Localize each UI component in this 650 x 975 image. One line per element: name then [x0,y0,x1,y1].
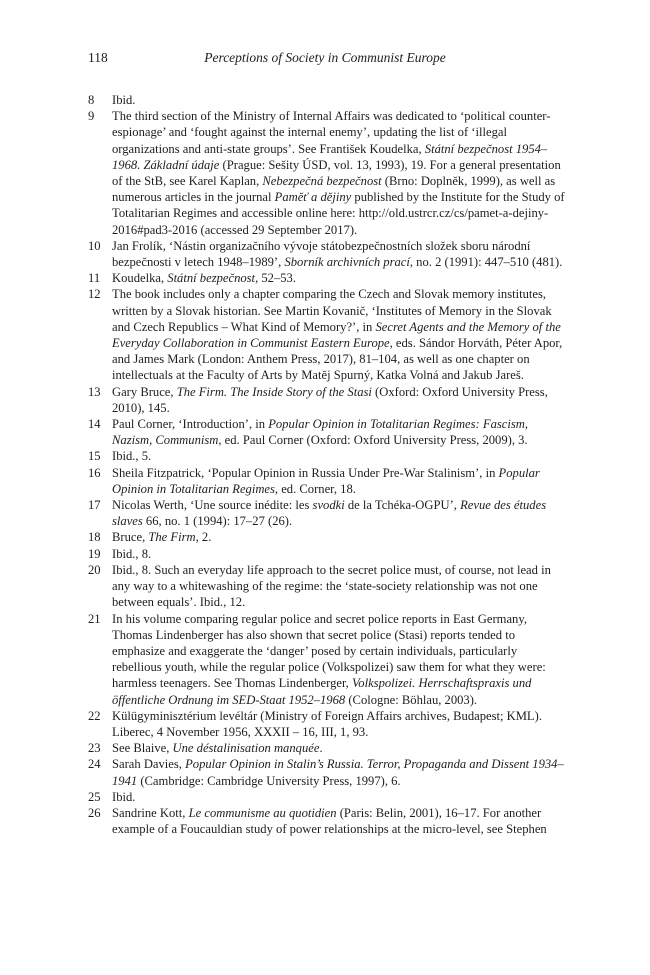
text-run: (Oxford: Oxford University Press, 2010), 145. [112,384,548,415]
text-run: The book includes only a chapter comparing the Czech and Slovak memory institutes, written by a Slovak historian. See Martin Kovanič, ‘Institutes of Memory in the Slovak and Czech Republics – What Kind of Memory?’, in [112,287,552,334]
footnote-text [112,757,564,787]
footnote-text [112,741,323,755]
footnote-15 [88,448,568,464]
italic-title: Státní bezpečnost 1954–1968. Základní údaje [112,141,548,172]
footnote-number: 20 [88,562,101,577]
footnote-13 [88,384,568,416]
footnote-21 [88,611,568,708]
italic-title: Nebezpečná bezpečnost [262,174,382,189]
footnote-text [112,449,151,463]
footnote-number: 23 [88,741,101,756]
footnote-number: 22 [88,708,101,723]
text-run: , ed. Paul Corner (Oxford: Oxford University Press, 2009), 3. [218,433,528,448]
footnote-text [112,790,135,804]
text-run: . [319,741,323,756]
italic-title: Státní bezpečnost [167,271,256,286]
footnote-12 [88,286,568,383]
text-run: Külügyminisztérium levéltár (Ministry of Foreign Affairs archives, Budapest; KML). Liberec, 4 November 1956, XXXII – 16, III, 1, 93. [112,708,542,739]
footnote-number: 19 [88,546,101,561]
text-run: See Blaive, [112,741,173,756]
text-run: Ibid., 8. [112,546,152,561]
italic-title: Paměť a dějiny [274,190,352,205]
footnote-24 [88,756,568,788]
running-head: Perceptions of Society in Communist Europe [204,50,446,65]
footnote-text [112,466,540,496]
text-run: 66, no. 1 (1994): 17–27 (26). [142,514,293,529]
footnote-number: 15 [88,449,101,464]
footnote-number: 11 [88,271,101,286]
footnote-text [112,806,547,836]
footnote-text [112,709,542,739]
footnote-text [112,417,528,447]
footnote-number: 17 [88,498,101,513]
text-run: Bruce, [112,530,149,545]
text-run: Ibid., 5. [112,449,152,464]
text-run: (Cambridge: Cambridge University Press, 1997), 6. [137,773,401,788]
footnote-text [112,287,562,382]
footnote-25 [88,789,568,805]
italic-title: Sborník archivních prací [284,255,410,270]
text-run: , no. 2 (1991): 447–510 (481). [409,255,563,270]
text-run: Gary Bruce, [112,384,177,399]
footnote-8 [88,92,568,108]
footnote-text [112,498,546,528]
footnote-23 [88,740,568,756]
text-run: In his volume comparing regular police and secret police reports in East Germany, Thomas Lindenberger has also shown that secret police (Stasi) reports tended to emphasize and exaggerate the ‘danger’ posed by certain individuals, particularly rebellious youth, while the regular police (Volkspolizei) saw them for what they were: harmless teenagers. See Thomas Lindenberger, [112,611,546,691]
footnote-text [112,385,548,415]
footnote-text [112,271,296,285]
footnote-9 [88,108,568,238]
footnote-18 [88,529,568,545]
footnote-text [112,612,546,707]
footnote-number: 14 [88,417,101,432]
text-run: (Paris: Belin, 2001), 16–17. For another example of a Foucauldian study of power relationships at the micro-level, see Stephen [112,805,547,837]
footnote-20 [88,562,568,611]
footnote-16 [88,465,568,497]
text-run: de la Tchéka-OGPU’, [344,498,461,513]
text-run: , 52–53. [255,271,296,286]
footnote-number: 21 [88,611,101,626]
text-run: , ed. Corner, 18. [274,481,356,496]
footnote-number: 8 [88,93,95,107]
italic-title: Popular Opinion in Stalin’s Russia. Terror, Propaganda and Dissent 1934–1941 [112,757,564,788]
footnote-text [112,239,562,269]
footnote-number: 9 [88,109,95,124]
footnote-number: 18 [88,530,101,545]
italic-title: Le communisme au quotidien [188,805,337,820]
footnote-19 [88,546,568,562]
text-run: Koudelka, [112,271,168,286]
footnote-number: 26 [88,805,101,820]
footnote-text [112,563,551,609]
footnote-14 [88,416,568,448]
footnote-number: 25 [88,789,101,804]
italic-title: Volkspolizei. Herrschaftspraxis und öffentliche Ordnung im SED-Staat 1952–1968 [112,676,532,707]
italic-title: The Firm. The Inside Story of the Stasi [176,384,372,399]
footnote-11 [88,270,568,286]
footnote-26 [88,805,568,837]
footnote-text [112,109,565,236]
text-run: The third section of the Ministry of Internal Affairs was dedicated to ‘political counter-espionage’ and ‘fought against the internal enemy’, updating the list of ‘illegal organizations and anti-state groups’. See František Koudelka, [112,109,551,156]
footnotes-list [88,92,568,837]
footnote-number: 10 [88,238,101,253]
footnote-number: 24 [88,757,101,772]
footnote-text [112,93,135,107]
text-run: Ibid., 8. Such an everyday life approach to the secret police must, of course, not lead in any way to a whitewashing of the regime: the ‘state-society relationship was not one between equals’. Ibid., 12. [112,562,551,610]
text-run: (Cologne: Böhlau, 2003). [345,692,478,707]
footnote-22 [88,708,568,740]
italic-title: Une déstalinisation manquée [172,741,320,756]
italic-title: Revue des études slaves [112,498,547,529]
footnote-number: 16 [88,465,101,480]
footnote-17 [88,497,568,529]
text-run: Paul Corner, ‘Introduction’, in [112,417,269,432]
text-run: (Brno: Doplněk, 1999), as well as numerous articles in the journal [112,174,556,205]
text-run: Sarah Davies, [112,757,186,772]
italic-title: Popular Opinion in Totalitarian Regimes [112,465,540,496]
italic-title: svodki [312,498,345,513]
text-run: published by the Institute for the Study of Totalitarian Regimes and accessible online here: http://old.ustrcr.cz/cs/pamet-a-dejiny-2016#pad3-2016 (accessed 29 September 2017). [112,190,565,237]
page-number: 118 [88,50,108,65]
footnote-10 [88,238,568,270]
italic-title: The Firm [148,530,196,545]
italic-title: Secret Agents and the Memory of the Everyday Collaboration in Communist Eastern Europe [112,319,561,351]
text-run: Ibid. [112,789,136,804]
text-run: (Prague: Sešity ÚSD, vol. 13, 1993), 19. For a general presentation of the StB, see Karel Kaplan, [112,157,561,189]
italic-title: Popular Opinion in Totalitarian Regimes: Fascism, Nazism, Communism [112,417,528,448]
text-run: Nicolas Werth, ‘Une source inédite: les [112,498,313,513]
footnote-text [112,530,211,544]
text-run: Sheila Fitzpatrick, ‘Popular Opinion in Russia Under Pre-War Stalinism’, in [112,465,499,480]
text-run: Ibid. [112,93,136,107]
text-run: , eds. Sándor Horváth, Péter Apor, and James Mark (London: Anthem Press, 2017), 81–104, as well as one chapter on intellectuals at the Faculty of Arts by Matěj Spurný, Katka Volná and Jakub Jareš. [112,336,563,383]
text-run: Jan Frolík, ‘Nástin organizačního vývoje státobezpečnostních složek sboru národní bezpečnosti v letech 1948–1989’, [112,238,531,270]
text-run: Sandrine Kott, [112,805,189,820]
footnote-number: 12 [88,287,101,302]
footnote-text [112,547,151,561]
footnote-number: 13 [88,384,101,399]
text-run: , 2. [195,530,212,545]
